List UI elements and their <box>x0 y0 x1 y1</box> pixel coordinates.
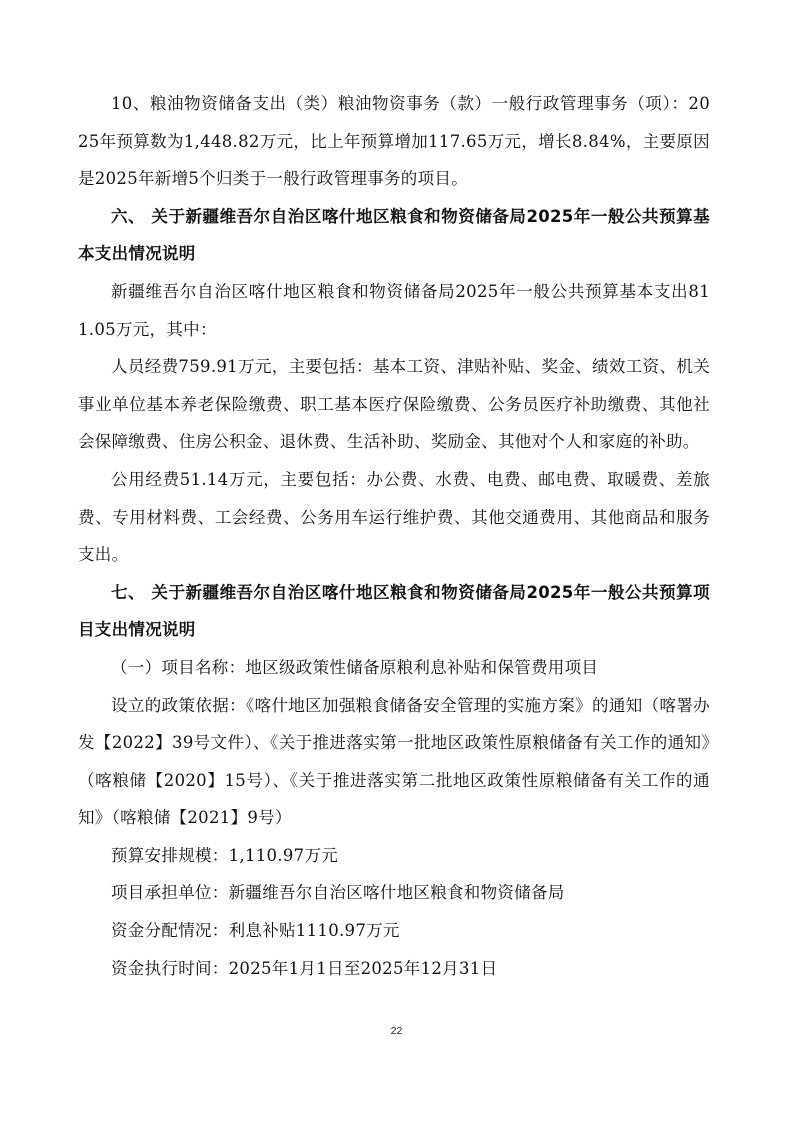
paragraph-execution-time: 资金执行时间：2025年1月1日至2025年12月31日 <box>111 958 498 978</box>
page-content <box>78 85 710 987</box>
section-heading-basic-expenditure: 六、 关于新疆维吾尔自治区喀什地区粮食和物资储备局2025年一般公共预算基本支出情况说明 <box>78 206 710 264</box>
paragraph-personnel-expenses: 人员经费759.91万元，主要包括：基本工资、津贴补贴、奖金、绩效工资、机关事业单位基本养老保险缴费、职工基本医疗保险缴费、公务员医疗补助缴费、其他社会保障缴费、住房公积金、退休费、生活补助、奖励金、其他对个人和家庭的补助。 <box>78 357 710 452</box>
paragraph-basic-expenditure-total: 新疆维吾尔自治区喀什地区粮食和物资储备局2025年一般公共预算基本支出811.05万元，其中： <box>78 281 710 339</box>
paragraph-fund-allocation: 资金分配情况：利息补贴1110.97万元 <box>111 921 400 941</box>
section-heading-project-expenditure: 七、 关于新疆维吾尔自治区喀什地区粮食和物资储备局2025年一般公共预算项目支出情况说明 <box>78 582 710 640</box>
paragraph-policy-basis: 设立的政策依据：《喀什地区加强粮食储备安全管理的实施方案》的通知（喀署办发【2022】39号文件）、《关于推进落实第一批地区政策性原粮储备有关工作的通知》（喀粮储【2020】15号）、《关于推进落实第二批地区政策性原粮储备有关工作的通知》（喀粮储【2021】9号） <box>78 695 710 828</box>
paragraph-budget-scale: 预算安排规模：1,110.97万元 <box>111 845 339 865</box>
paragraph-project-name: （一）项目名称：地区级政策性储备原粮利息补贴和保管费用项目 <box>111 657 599 677</box>
page-number: 22 <box>390 1025 403 1037</box>
paragraph-grain-oil-admin: 10、粮油物资储备支出（类）粮油物资事务（款）一般行政管理事务（项）：2025年预算数为1,448.82万元，比上年预算增加117.65万元，增长8.84%，主要原因是2025年新增5个归类于一般行政管理事务的项目。 <box>78 94 710 189</box>
paragraph-public-expenses: 公用经费51.14万元，主要包括：办公费、水费、电费、邮电费、取暖费、差旅费、专用材料费、工会经费、公务用车运行维护费、其他交通费用、其他商品和服务支出。 <box>78 469 710 565</box>
paragraph-project-unit: 项目承担单位：新疆维吾尔自治区喀什地区粮食和物资储备局 <box>111 883 565 903</box>
